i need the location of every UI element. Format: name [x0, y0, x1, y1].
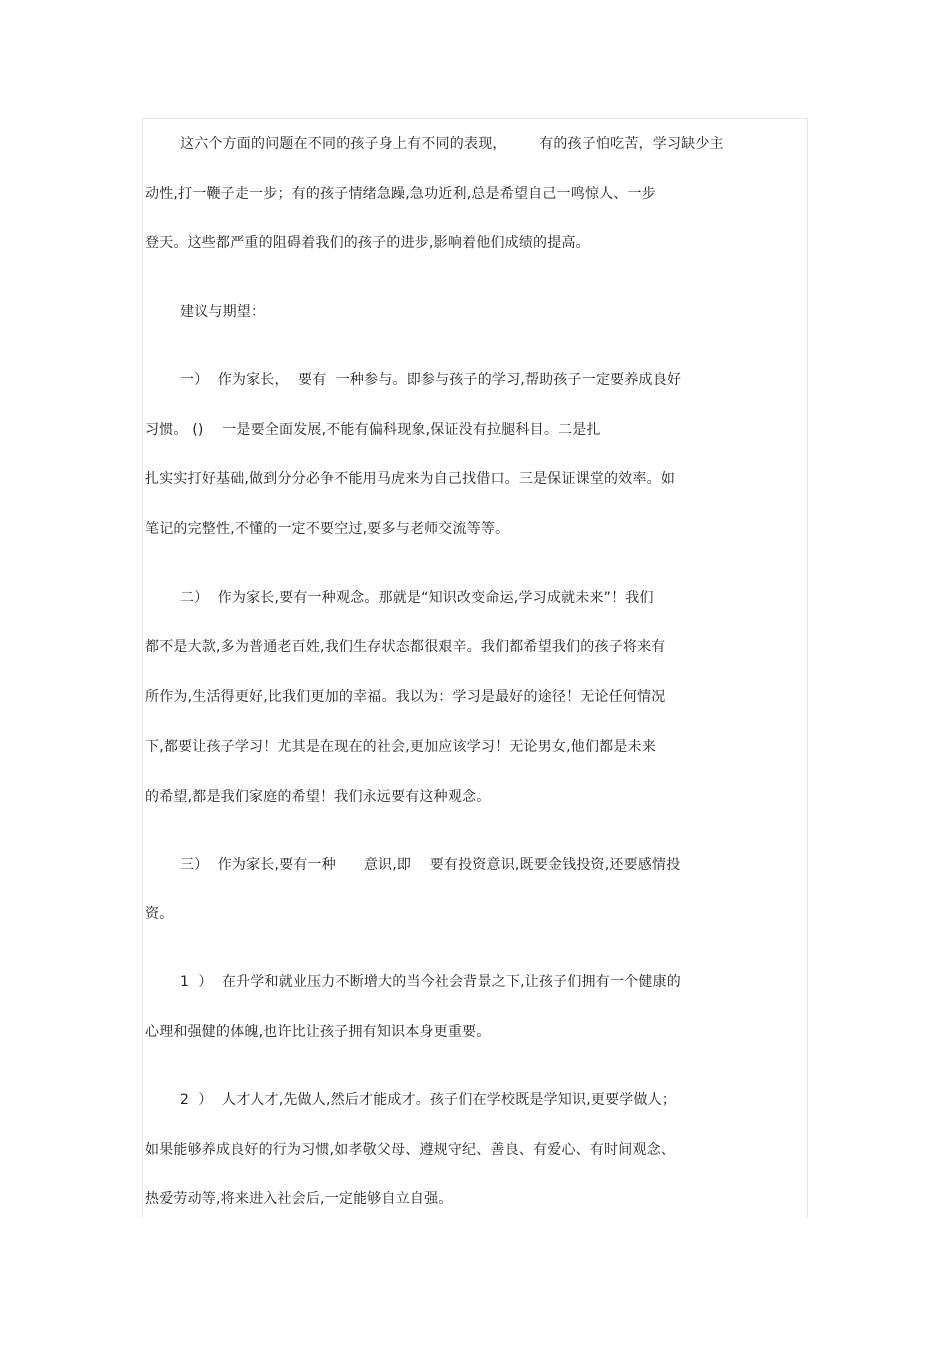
text-line: 1 ） 在升学和就业压力不断增大的当今社会背景之下,让孩子们拥有一个健康的	[180, 974, 681, 990]
text-line: 心理和强健的体魄,也许比让孩子拥有知识本身更重要。	[145, 1024, 491, 1040]
text-line: 登天。这些都严重的阻碍着我们的孩子的进步,影响着他们成绩的提高。	[145, 235, 590, 251]
text-line: 动性,打一鞭子走一步；有的孩子情绪急躁,急功近利,总是希望自己一鸣惊人、一步	[145, 186, 656, 202]
text-line: 三） 作为家长,要有一种 意识,即 要有投资意识,既要金钱投资,还要感情投	[180, 857, 681, 873]
text-line: 热爱劳动等,将来进入社会后,一定能够自立自强。	[145, 1191, 453, 1207]
text-line: 这六个方面的问题在不同的孩子身上有不同的表现， 有的孩子怕吃苦，学习缺少主	[180, 136, 724, 152]
text-line: 笔记的完整性,不懂的一定不要空过,要多与老师交流等等。	[145, 521, 510, 537]
text-line: 资。	[145, 906, 174, 922]
text-line: 所作为,生活得更好,比我们更加的幸福。我以为：学习是最好的途径！无论任何情况	[145, 689, 666, 705]
page-frame	[142, 118, 808, 1218]
text-line: 二） 作为家长,要有一种观念。那就是“知识改变命运,学习成就未来”！我们	[180, 590, 654, 606]
text-line: 习惯。 () 一是要全面发展,不能有偏科现象,保证没有拉腿科目。二是扎	[145, 422, 601, 438]
text-line: 的希望,都是我们家庭的希望！我们永远要有这种观念。	[145, 789, 491, 805]
text-line: 如果能够养成良好的行为习惯,如孝敬父母、遵规守纪、善良、有爱心、有时间观念、	[145, 1142, 676, 1158]
text-line: 扎实实打好基础,做到分分必争不能用马虎来为自己找借口。三是保证课堂的效率。如	[145, 471, 676, 487]
text-line: 都不是大款,多为普通老百姓,我们生存状态都很艰辛。我们都希望我们的孩子将来有	[145, 639, 666, 655]
text-line: 一） 作为家长， 要有 一种参与。即参与孩子的学习,帮助孩子一定要养成良好	[180, 372, 682, 388]
section-heading: 建议与期望：	[180, 304, 266, 320]
text-line: 下,都要让孩子学习！尤其是在现在的社会,更加应该学习！无论男女,他们都是未来	[145, 739, 656, 755]
text-line: 2 ） 人才人才,先做人,然后才能成才。孩子们在学校既是学知识,更要学做人；	[180, 1092, 677, 1108]
